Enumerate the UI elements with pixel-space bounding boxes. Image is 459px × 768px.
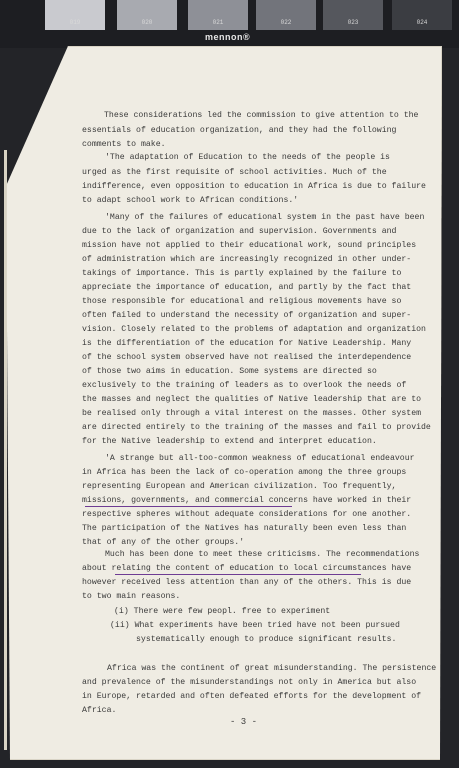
text-line: vision. Closely related to the problems of adaptation and organization: [82, 325, 426, 334]
text-line: in Europe, retarded and often defeated efforts for the development of: [82, 692, 422, 701]
text-line: These considerations led the commission to give attention to the: [104, 111, 419, 120]
text-line: in Africa has been the lack of co-operation among the three groups: [82, 468, 407, 477]
page-number: - 3 -: [230, 717, 258, 727]
text-line: are directed entirely to the training of the masses and fail to provide: [82, 423, 431, 432]
text-line: to two main reasons.: [82, 592, 181, 601]
pen-underline-2: [115, 574, 361, 575]
text-line: appreciate the importance of education, and partly by the fact that: [82, 283, 412, 292]
text-line: Africa.: [82, 706, 117, 715]
text-line: and prevalence of the misunderstandings not only in America but also: [82, 678, 417, 687]
text-line: comments to make.: [82, 140, 166, 149]
text-line: often failed to understand the necessity of organization and super-: [82, 311, 412, 320]
text-line-underlined: missions, governments, and commercial concerns have worked in their: [82, 496, 412, 505]
text-line: The participation of the Natives has naturally been even less than: [82, 524, 407, 533]
text-line: Much has been done to meet these criticisms. The recommendations: [105, 550, 420, 559]
text-line: urged as the first requisite of school activities. Much of the: [82, 168, 387, 177]
list-item: (ii) What experiments have been tried have not been pursued: [110, 621, 400, 630]
text-line: to adapt school work to African conditions.': [82, 196, 299, 205]
text-line: respective spheres without adequate considerations for one another.: [82, 510, 412, 519]
text-line: be realised only through a vital interest on the masses. Other system: [82, 409, 422, 418]
text-line: due to the lack of organization and supervision. Governments and: [82, 227, 397, 236]
swatch-label-022: 022: [280, 19, 292, 26]
text-line: takings of importance. This is partly explained by the failure to: [82, 269, 402, 278]
text-line: of those two aims in education. Some systems are directed so: [82, 367, 377, 376]
text-line: exclusively to the training of leaders as to overlook the needs of: [82, 381, 407, 390]
text-line: for the Native leadership to extend and interpret education.: [82, 437, 377, 446]
swatch-label-024: 024: [416, 19, 428, 26]
swatch-label-020: 020: [141, 19, 153, 26]
text-line: 'A strange but all-too-common weakness of educational endeavour: [105, 454, 415, 463]
swatch-label-023: 023: [347, 19, 359, 26]
text-line: of administration which are increasingly recognized in other under-: [82, 255, 412, 264]
list-item: (i) There were few peopl. free to experiment: [114, 607, 331, 616]
text-line: is the differentiation of the education for Native Leadership. Many: [82, 339, 412, 348]
text-line: those responsible for educational and religious movements have so: [82, 297, 402, 306]
text-line: Africa was the continent of great misunderstanding. The persistence: [107, 664, 437, 673]
text-line: indifference, even opposition to education in Africa is due to failure: [82, 182, 426, 191]
brand-logo: mennon®: [205, 32, 251, 42]
text-line: essentials of education organization, and they had the following: [82, 126, 397, 135]
text-line: that of any of the other groups.': [82, 538, 245, 547]
text-line: 'The adaptation of Education to the needs of the people is: [105, 153, 390, 162]
list-item-continued: systematically enough to produce significant results.: [136, 635, 397, 644]
swatch-label-021: 021: [212, 19, 224, 26]
text-line: mission have not applied to their educational work, sound principles: [82, 241, 417, 250]
text-line: of the school system observed have not realised the interdependence: [82, 353, 412, 362]
text-line: 'Many of the failures of educational system in the past have been: [105, 213, 425, 222]
swatch-label-019: 019: [69, 19, 81, 26]
text-line: however received less attention than any of the others. This is due: [82, 578, 412, 587]
text-line: representing European and American civilization. Too frequently,: [82, 482, 397, 491]
text-line: the masses and neglect the qualities of Native leadership that are to: [82, 395, 422, 404]
text-line-underlined: about relating the content of education to local circumstances have: [82, 564, 412, 573]
pen-underline-1: [85, 506, 292, 507]
